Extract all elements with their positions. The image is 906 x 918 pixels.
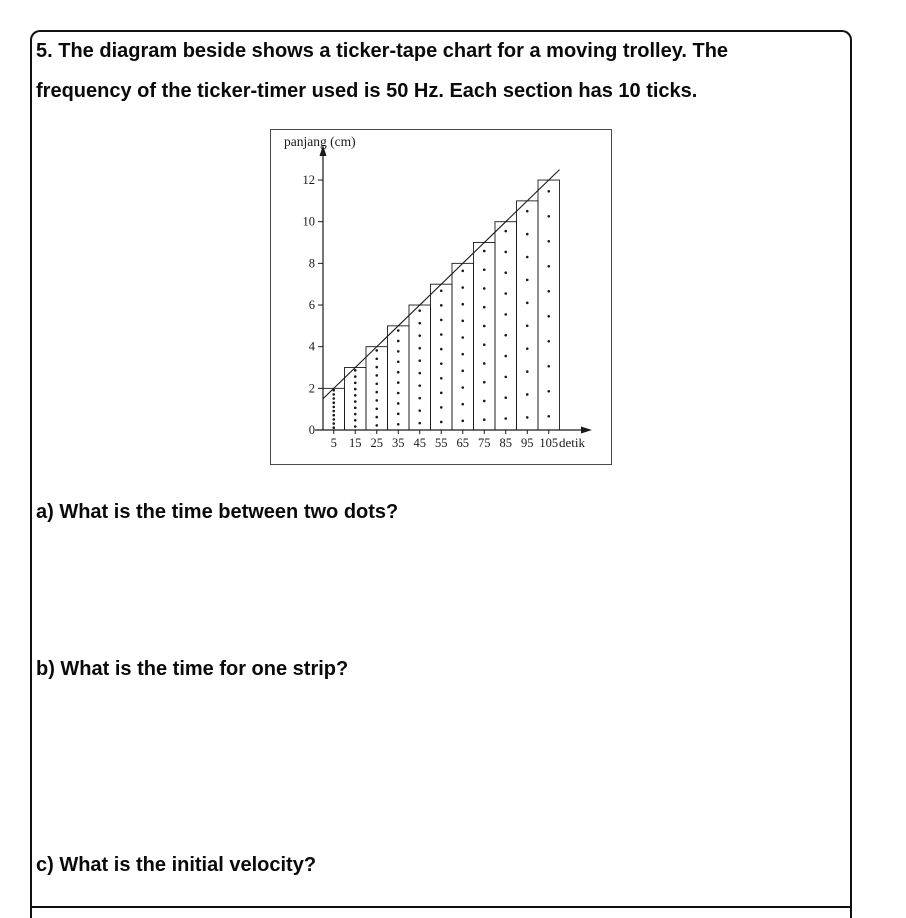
ticker-dots bbox=[332, 190, 550, 429]
ticker-tape-chart bbox=[271, 130, 611, 464]
question-header-line1: 5. The diagram beside shows a ticker-tape chart for a moving trolley. The bbox=[36, 40, 729, 62]
question-a: a) What is the time between two dots? bbox=[36, 501, 399, 523]
svg-text:0: 0 bbox=[308, 423, 315, 437]
x-axis-label: detik bbox=[559, 435, 585, 450]
svg-text:45: 45 bbox=[413, 436, 426, 450]
svg-text:10: 10 bbox=[302, 214, 315, 229]
svg-text:55: 55 bbox=[435, 436, 448, 450]
svg-text:25: 25 bbox=[370, 436, 383, 450]
question-c: c) What is the initial velocity? bbox=[36, 854, 317, 876]
svg-text:75: 75 bbox=[478, 436, 491, 450]
svg-text:35: 35 bbox=[392, 436, 405, 450]
svg-text:8: 8 bbox=[308, 256, 315, 271]
svg-text:4: 4 bbox=[308, 339, 315, 354]
chart-figure-box bbox=[270, 129, 612, 465]
svg-text:5: 5 bbox=[330, 436, 337, 450]
y-axis-label: panjang (cm) bbox=[284, 134, 356, 149]
svg-text:85: 85 bbox=[499, 436, 512, 450]
chart-axes bbox=[315, 145, 592, 434]
table-row-divider bbox=[30, 906, 852, 908]
svg-text:12: 12 bbox=[302, 173, 315, 188]
question-header bbox=[36, 31, 728, 111]
svg-text:2: 2 bbox=[308, 381, 315, 396]
svg-text:65: 65 bbox=[456, 436, 469, 450]
svg-text:15: 15 bbox=[349, 436, 362, 450]
svg-text:95: 95 bbox=[521, 436, 534, 450]
svg-text:6: 6 bbox=[308, 298, 315, 313]
y-axis-ticks bbox=[303, 173, 324, 437]
x-axis-ticks bbox=[331, 430, 559, 450]
question-header-line2: frequency of the ticker-timer used is 50 Hz. Each section has 10 ticks. bbox=[36, 80, 698, 102]
question-b: b) What is the time for one strip? bbox=[36, 658, 349, 680]
svg-text:105: 105 bbox=[539, 436, 559, 450]
